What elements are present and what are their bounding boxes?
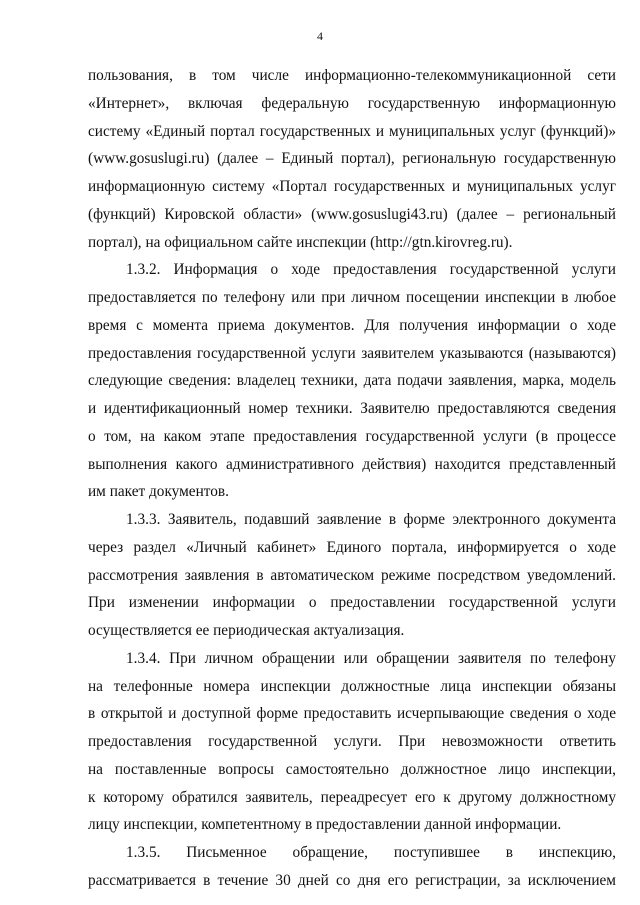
page-number: 4: [317, 29, 323, 43]
text-line: (www.gosuslugi.ru) (далее – Единый портал), региональную государственную: [88, 150, 616, 168]
text-line: портал), на официальном сайте инспекции (http://gtn.kirovreg.ru).: [88, 233, 513, 251]
text-line: на поставленные вопросы самостоятельно должностное лицо инспекции,: [88, 760, 616, 778]
text-line: в открытой и доступной форме предоставить исчерпывающие сведения о ходе: [88, 705, 616, 723]
text-line: 1.3.2. Информация о ходе предоставления государственной услуги: [126, 261, 616, 279]
text-line: (функций) Кировской области» (www.gosuslugi43.ru) (далее – региональный: [88, 205, 616, 223]
text-line: «Интернет», включая федеральную государственную информационную: [88, 94, 616, 112]
text-line: При изменении информации о предоставлении государственной услуги: [88, 594, 616, 612]
text-line: систему «Единый портал государственных и муниципальных услуг (функций)»: [88, 122, 616, 140]
text-line: осуществляется ее периодическая актуализация.: [88, 622, 405, 639]
text-line: следующие сведения: владелец техники, дата подачи заявления, марка, модель: [88, 372, 616, 390]
text-line: к которому обратился заявитель, переадресует его к другому должностному: [88, 788, 616, 806]
text-line: информационную систему «Портал государственных и муниципальных услуг: [88, 178, 616, 195]
text-line: выполнения какого административного действия) находится представленный: [88, 455, 616, 473]
text-line: рассматривается в течение 30 дней со дня его регистрации, за исключением: [88, 871, 616, 889]
body-text: [88, 62, 616, 895]
text-line: предоставляется по телефону или при личном посещении инспекции в любое: [88, 289, 616, 306]
text-line: время с момента приема документов. Для получения информации о ходе: [88, 316, 616, 334]
text-line: лицу инспекции, компетентному в предоставлении данной информации.: [88, 816, 562, 834]
text-line: 1.3.3. Заявитель, подавший заявление в форме электронного документа: [126, 511, 616, 528]
text-line: на телефонные номера инспекции должностные лица инспекции обязаны: [88, 677, 616, 695]
text-line: о том, на каком этапе предоставления государственной услуги (в процессе: [88, 427, 616, 445]
text-line: 1.3.4. При личном обращении или обращении заявителя по телефону: [126, 649, 616, 667]
text-line: рассмотрения заявления в автоматическом режиме посредством уведомлений.: [88, 566, 616, 584]
text-line: 1.3.5. Письменное обращение, поступившее в инспекцию,: [126, 844, 616, 861]
text-line: через раздел «Личный кабинет» Единого портала, информируется о ходе: [88, 538, 616, 556]
text-line: и идентификационный номер техники. Заявителю предоставляются сведения: [88, 400, 616, 417]
text-line: предоставления государственной услуги. При невозможности ответить: [88, 733, 616, 750]
text-line: им пакет документов.: [88, 483, 229, 501]
text-line: предоставления государственной услуги заявителем указываются (называются): [88, 344, 616, 362]
text-line: пользования, в том числе информационно-телекоммуникационной сети: [88, 67, 616, 84]
